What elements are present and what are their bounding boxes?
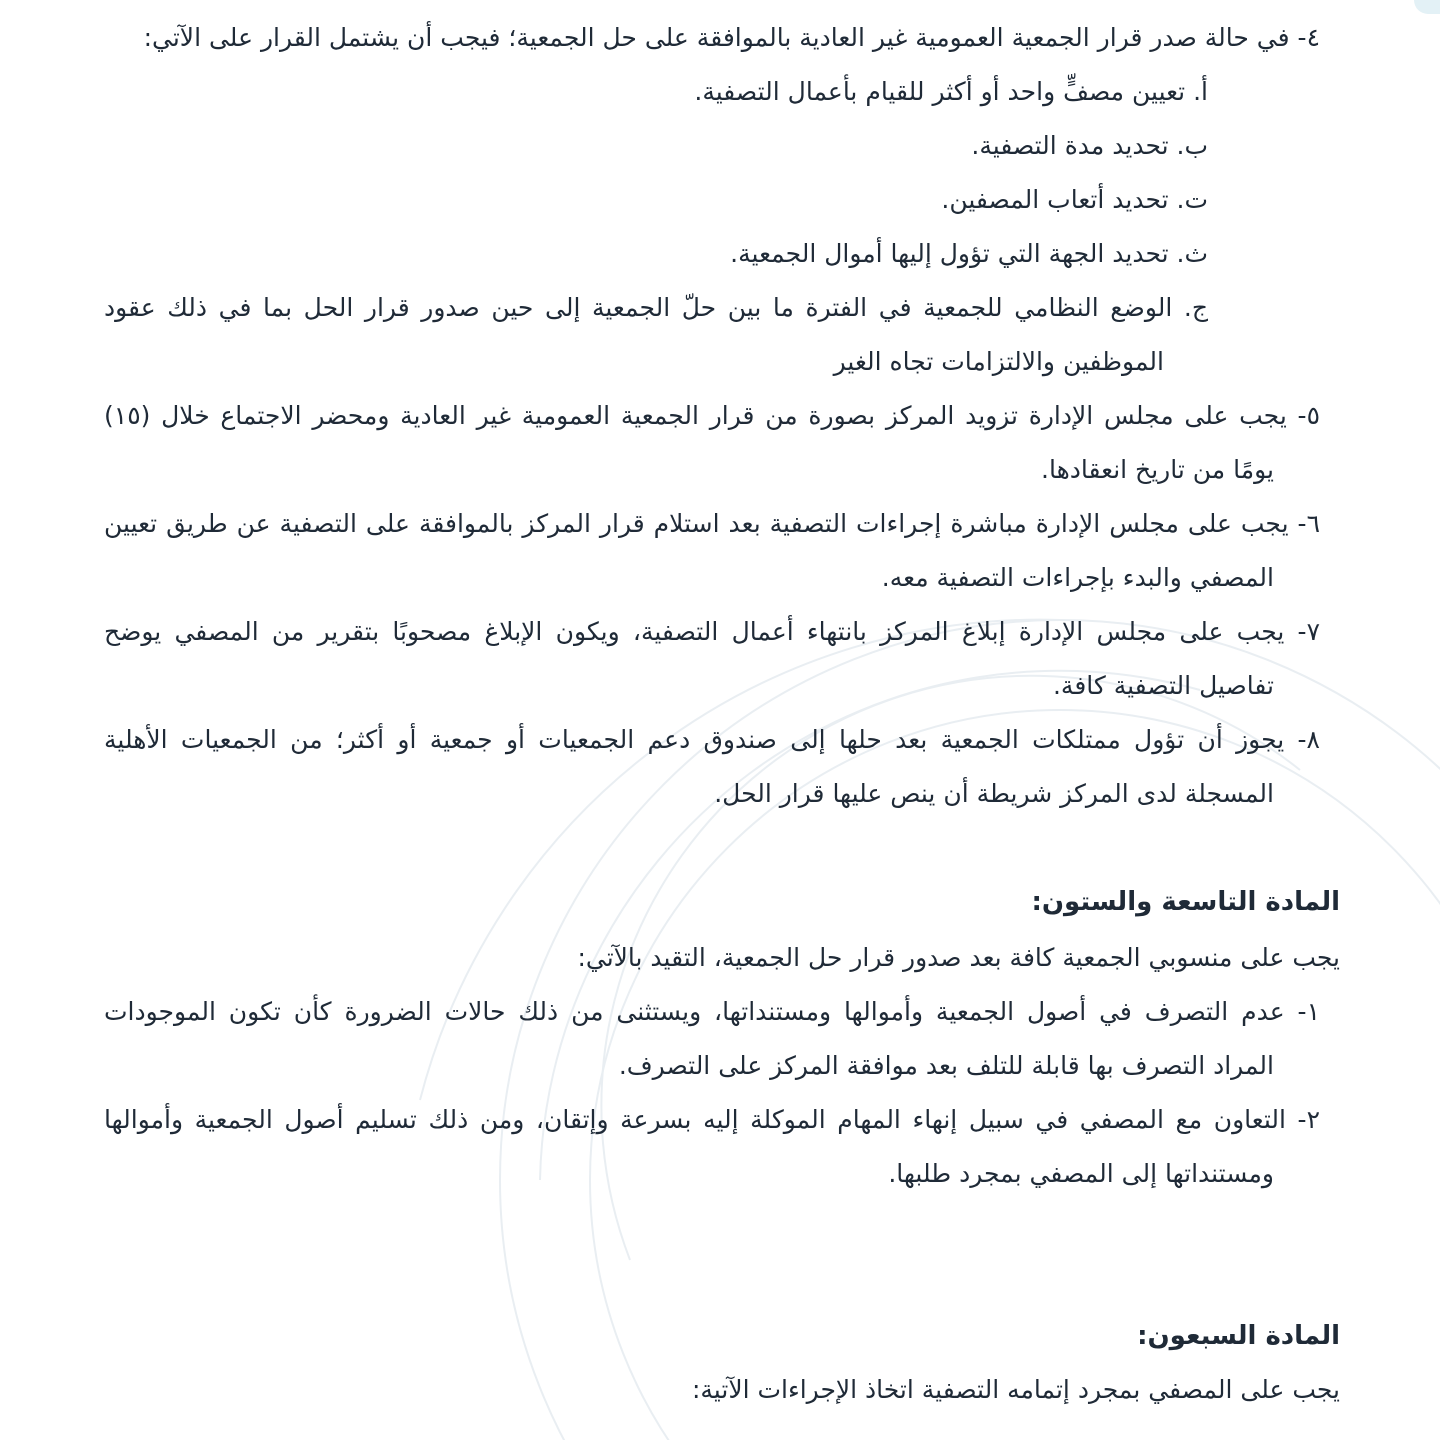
item-4 [144,18,1320,58]
item-number: ٦- [1297,509,1320,538]
item-number: ٧- [1297,617,1320,646]
subitem-j-line1 [104,288,1208,328]
item-6-line1 [104,504,1320,544]
article-69-item-2-line2 [888,1154,1274,1194]
item-text: المصفي والبدء بإجراءات التصفية معه. [881,563,1274,592]
item-text: يومًا من تاريخ انعقادها. [1041,455,1274,484]
item-8-line1 [104,720,1320,760]
subitem-text: تحديد الجهة التي تؤول إليها أموال الجمعية. [730,239,1169,268]
article-69-item-1-line1 [104,992,1320,1032]
item-text: المراد التصرف بها قابلة للتلف بعد موافقة المركز على التصرف. [618,1051,1274,1080]
item-text: عدم التصرف في أصول الجمعية وأموالها ومستنداتها، ويستثنى من ذلك حالات الضرورة كأن تكون الموجودات [104,997,1285,1026]
subitem-a [694,72,1208,112]
article-69-item-1-line2 [619,1046,1274,1086]
subitem-j-line2 [834,342,1164,382]
subitem-text: الموظفين والالتزامات تجاه الغير [833,347,1164,376]
item-text: ومستنداتها إلى المصفي بمجرد طلبها. [888,1159,1274,1188]
item-text: يجب على مجلس الإدارة تزويد المركز بصورة من قرار الجمعية العمومية غير العادية ومحضر الاجتماع خلال (١٥) [104,401,1287,430]
item-text: يجب على مجلس الإدارة مباشرة إجراءات التصفية بعد استلام قرار المركز بالموافقة على التصفية عن طريق تعيين [104,509,1289,538]
item-5-line1 [104,396,1320,436]
item-5-line2 [1041,450,1274,490]
item-text: يجب على مجلس الإدارة إبلاغ المركز بانتهاء أعمال التصفية، ويكون الإبلاغ مصحوبًا بتقرير من المصفي يوضح [104,617,1285,646]
subitem-text: تحديد أتعاب المصفين. [941,185,1169,214]
item-text: المسجلة لدى المركز شريطة أن ينص عليها قرار الحل. [714,779,1274,808]
item-7-line2 [1053,666,1274,706]
subitem-letter: ت. [1176,185,1208,214]
item-number: ٥- [1297,401,1320,430]
item-text: التعاون مع المصفي في سبيل إنهاء المهام الموكلة إليه بسرعة وإتقان، ومن ذلك تسليم أصول الجمعية وأموالها [104,1105,1286,1134]
article-69-item-2-line1 [104,1100,1320,1140]
subitem-letter: أ. [1193,77,1208,106]
subitem-letter: ث. [1176,239,1208,268]
item-text: يجوز أن تؤول ممتلكات الجمعية بعد حلها إلى صندوق دعم الجمعيات أو جمعية أو أكثر؛ من الجمعيات الأهلية [104,725,1285,754]
subitem-letter: ج. [1183,293,1208,322]
item-text: في حالة صدر قرار الجمعية العمومية غير العادية بالموافقة على حل الجمعية؛ فيجب أن يشتمل القرار على الآتي: [143,23,1290,52]
article-69-intro: يجب على منسوبي الجمعية كافة بعد صدور قرار حل الجمعية، التقيد بالآتي: [577,943,1340,972]
subitem-letter: ب. [1176,131,1208,160]
item-number: ٨- [1297,725,1320,754]
item-number: ٢- [1297,1105,1320,1134]
subitem-t [941,180,1208,220]
subitem-b [971,126,1208,166]
item-6-line2 [882,558,1274,598]
article-69-heading: المادة التاسعة والستون: [1031,887,1340,917]
article-70-heading: المادة السبعون: [1137,1321,1340,1351]
item-number: ٤- [1297,23,1320,52]
article-70-intro: يجب على المصفي بمجرد إتمامه التصفية اتخاذ الإجراءات الآتية: [691,1375,1340,1404]
subitem-text: تعيين مصفٍّ واحد أو أكثر للقيام بأعمال التصفية. [694,77,1186,106]
item-8-line2 [714,774,1274,814]
item-7-line1 [104,612,1320,652]
subitem-text: تحديد مدة التصفية. [971,131,1169,160]
subitem-th [730,234,1208,274]
subitem-text: الوضع النظامي للجمعية في الفترة ما بين حلّ الجمعية إلى حين صدور قرار الحل بما في ذلك عقود [104,293,1173,322]
item-number: ١- [1297,997,1321,1026]
item-text: تفاصيل التصفية كافة. [1052,671,1274,700]
